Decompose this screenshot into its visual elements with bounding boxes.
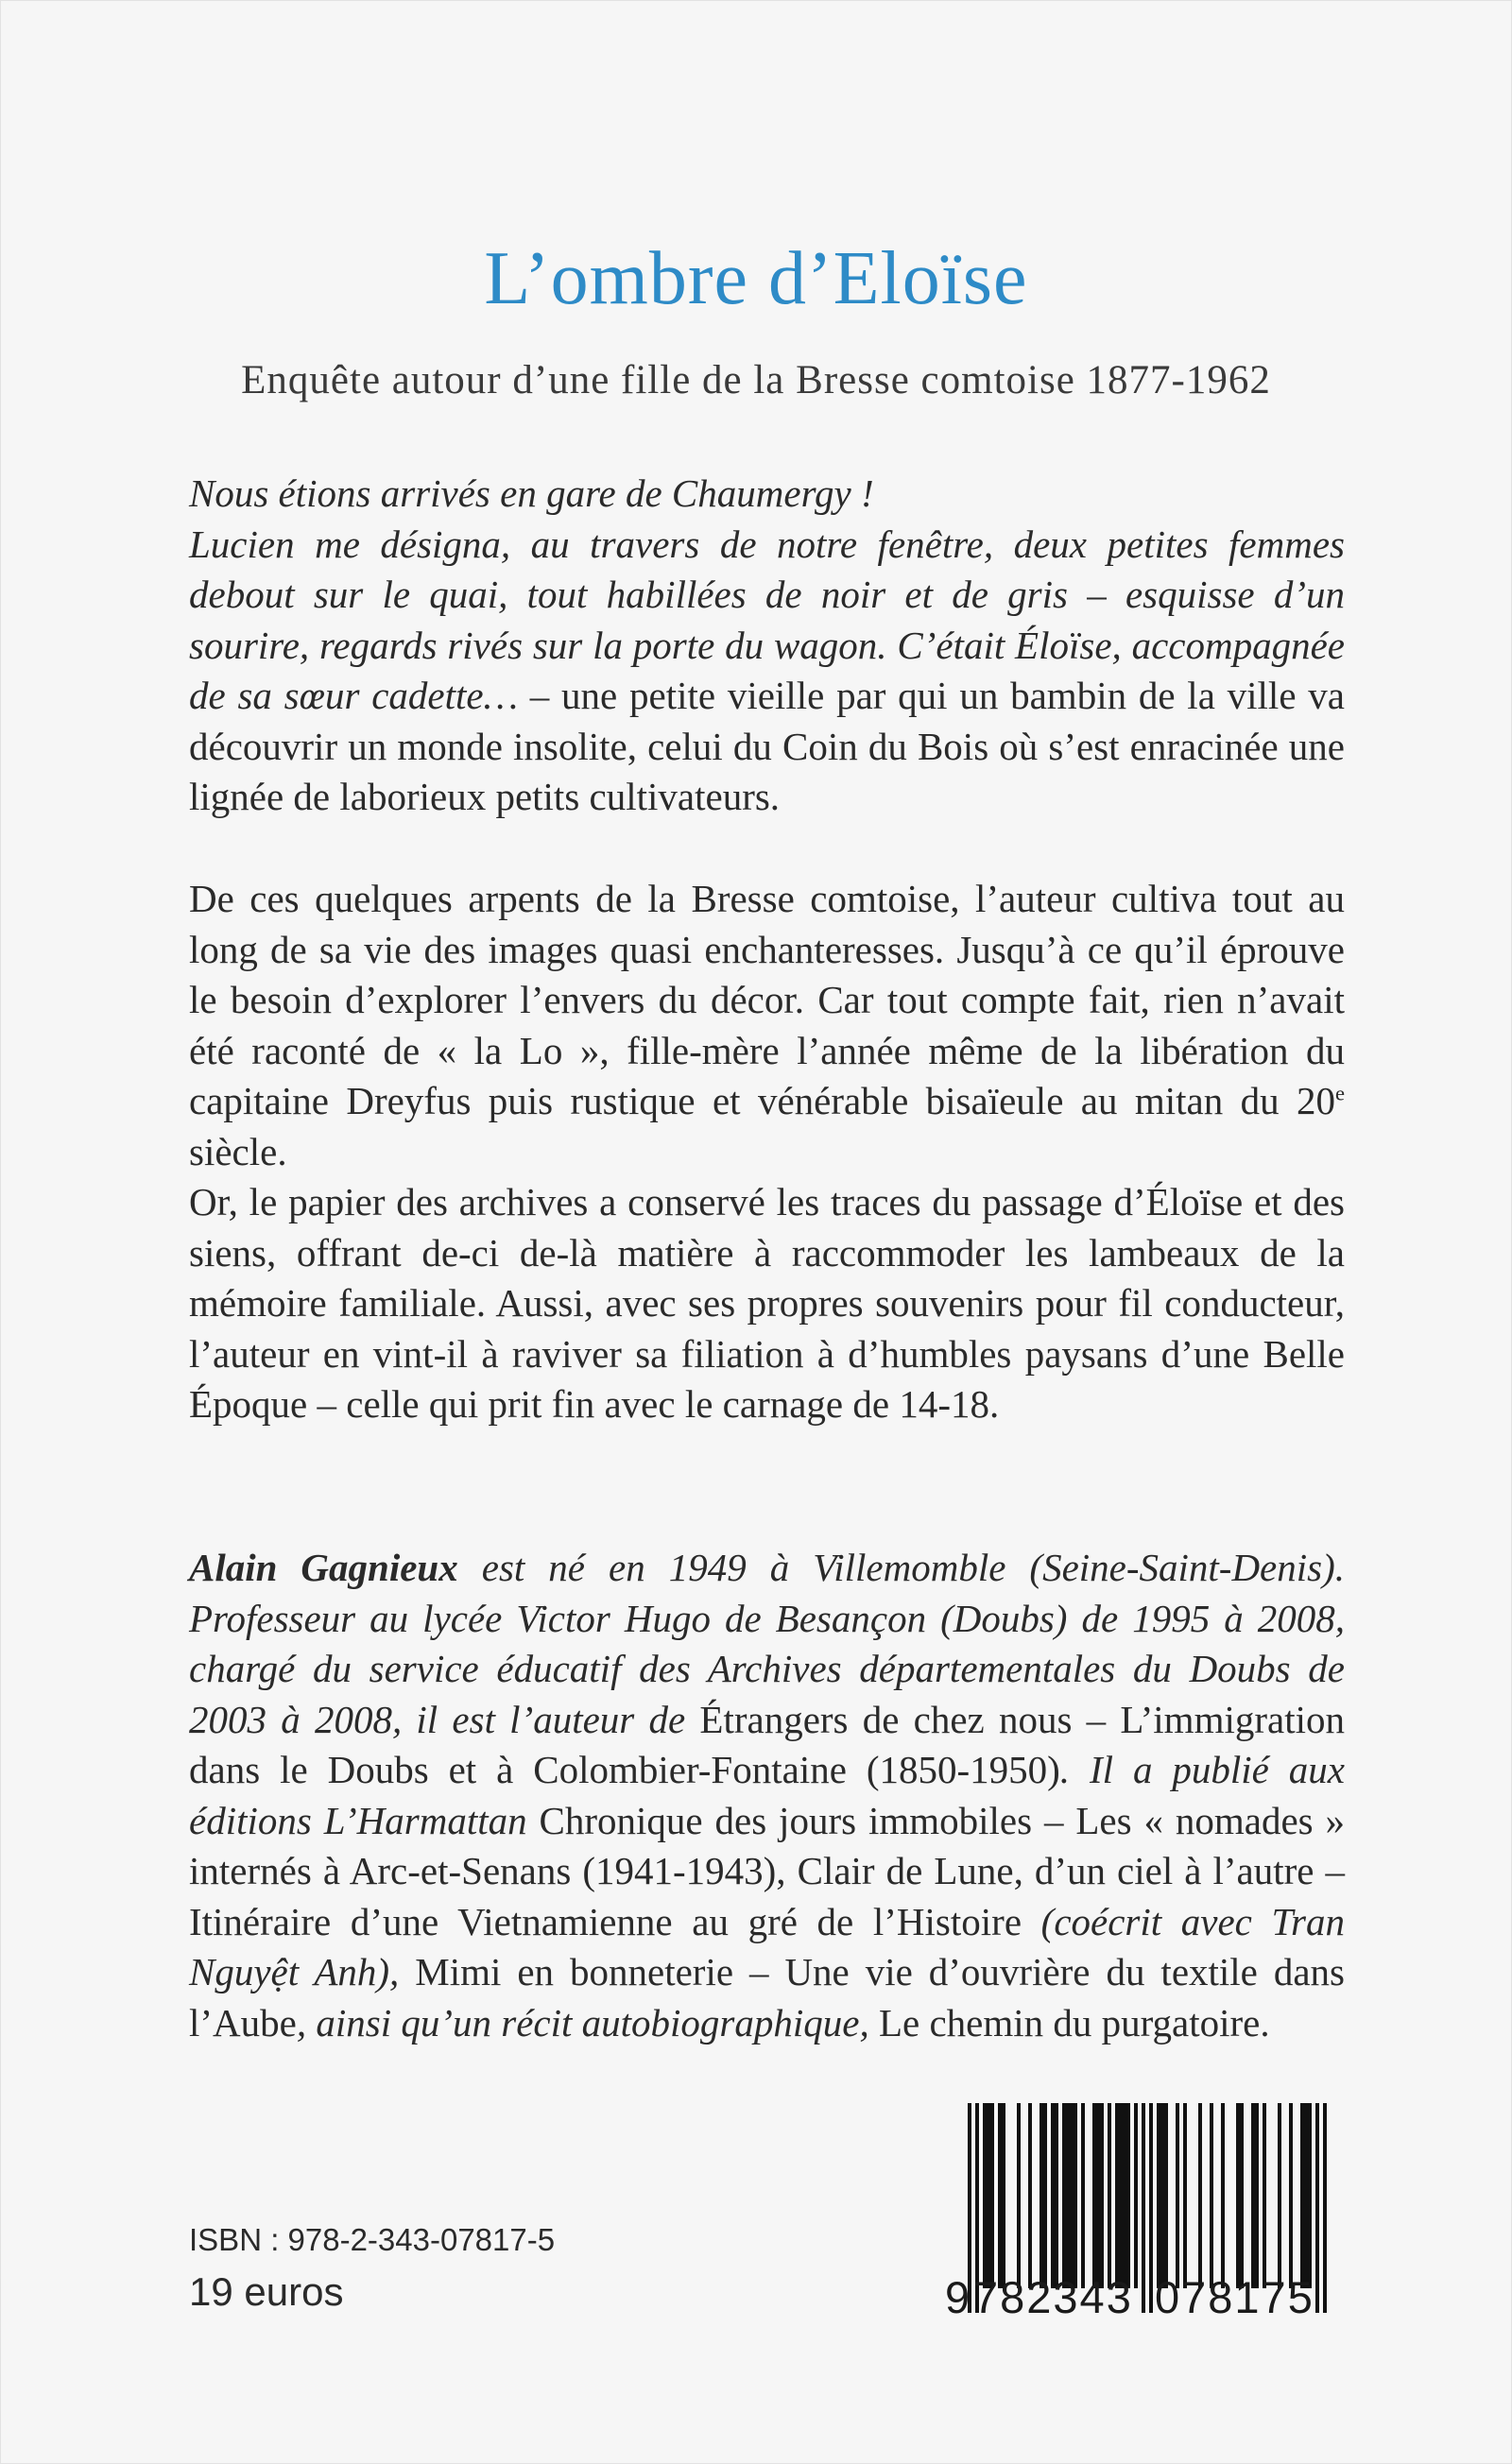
barcode-bar	[1304, 2103, 1308, 2288]
barcode-bar	[1040, 2103, 1043, 2288]
barcode-bar	[1315, 2103, 1319, 2313]
barcode-bar	[1278, 2103, 1281, 2288]
barcode-bar	[1108, 2103, 1111, 2288]
barcode-right-group: 078175	[1155, 2272, 1314, 2322]
summary-paragraph-2-text: Or, le papier des archives a conservé les traces du passage d’Éloïse et des siens, offrant de-ci de-là matière à raccommoder les lambeaux de la mémoire familiale. Aussi, avec ses propres souvenirs pour fil conducteur, l’auteur en vint-il à raviver sa filiation à d’humbles paysans d’une Belle Époque – celle qui prit fin avec le carnage de 14-18.	[189, 1180, 1345, 1426]
barcode-bar	[998, 2103, 1002, 2288]
book-title-2: Chronique des jours immobiles – Les « nomades » internés à Arc-et-Senans (1941-1943)	[189, 1798, 1345, 1892]
barcode-bar	[1017, 2103, 1021, 2288]
barcode-bar	[987, 2103, 990, 2288]
book-title-3: Clair de Lune, d’un ciel à l’autre – Itinéraire d’une Vietnamienne au gré de l’Histoire	[189, 1849, 1346, 1943]
barcode-bar	[1055, 2103, 1058, 2288]
barcode-bar	[1149, 2103, 1153, 2313]
barcode-bar	[1028, 2103, 1032, 2288]
bio-text-5: , ainsi qu’un récit autobiographique,	[296, 2000, 879, 2045]
barcode-bar	[1119, 2103, 1123, 2288]
summary-text: De ces quelques arpents de la Bresse comtoise, l’auteur cultiva tout au long de sa vie des images quasi enchanteresses. Jusqu’à ce qu’il éprouve le besoin d’explorer l’envers du décor. Car tout compte fait, rien n’avait été raconté de « la Lo », fille-mère l’année même de la libération du capitaine Dreyfus puis rustique et vénérable bisaïeule au mitan du 20	[189, 877, 1345, 1122]
author-bio	[189, 1543, 1345, 2048]
summary-paragraph-1	[189, 874, 1345, 1177]
isbn-number: ISBN : 978-2-343-07817-5	[189, 2222, 556, 2257]
barcode-bar	[1074, 2103, 1077, 2288]
barcode-bar	[1157, 2103, 1160, 2288]
barcode-bar	[1043, 2103, 1047, 2288]
barcode-bar	[990, 2103, 994, 2288]
barcode-bar	[1240, 2103, 1244, 2288]
summary-text-end: siècle.	[189, 1129, 287, 1173]
intro-italic-text: Lucien me désigna, au travers de notre fenêtre, deux petites femmes debout sur le quai, tout habillées de noir et de gris – esquisse d’un sourire, regards rivés sur la porte du wagon. C’était Éloïse, accompagnée de sa sœur cadette…	[189, 522, 1345, 717]
century-superscript: e	[1334, 1081, 1345, 1105]
barcode-bar	[1164, 2103, 1168, 2288]
barcode-bar	[1255, 2103, 1259, 2288]
barcode	[945, 2103, 1342, 2324]
barcode-bar	[1236, 2103, 1240, 2288]
barcode-bar	[1081, 2103, 1085, 2288]
barcode-bar	[1002, 2103, 1005, 2288]
book-title-4: Mimi en bonneterie – Une vie d’ouvrière du textile dans l’Aube	[189, 1950, 1345, 2045]
barcode-bar	[1289, 2103, 1293, 2288]
bio-text-3: ,	[776, 1849, 798, 1892]
barcode-bar	[1210, 2103, 1213, 2288]
barcode-bar	[1070, 2103, 1074, 2288]
barcode-bar	[1160, 2103, 1164, 2288]
barcode-bar	[1300, 2103, 1304, 2288]
price: 19 euros	[189, 2269, 344, 2314]
author-name: Alain Gagnieux	[189, 1546, 458, 1589]
bio-text-6: .	[1260, 2000, 1270, 2045]
barcode-bar	[1198, 2103, 1202, 2288]
barcode-bar	[1134, 2103, 1138, 2288]
bio-text-4: (coécrit avec Tran Nguyệt Anh),	[189, 1899, 1346, 1993]
barcode-bar	[1100, 2103, 1104, 2288]
book-title-1: Étrangers de chez nous – L’immigration dans le Doubs et à Colombier-Fontaine (1850-1950)	[189, 1697, 1345, 1791]
barcode-bar	[983, 2103, 987, 2288]
barcode-bar	[1221, 2103, 1225, 2288]
barcode-bar	[1066, 2103, 1070, 2288]
bio-text-2: . Il a publié aux éditions L’Harmattan	[189, 1748, 1345, 1842]
bio-text-1: est né en 1949 à Villemomble (Seine-Saint-Denis). Professeur au lycée Victor Hugo de Besançon (Doubs) de 1995 à 2008, chargé du service éducatif des Archives départementales du Doubs de 2003 à 2008, il est l’auteur de	[189, 1546, 1345, 1741]
barcode-bar	[1142, 2103, 1145, 2313]
intro-roman-text: – une petite vieille par qui un bambin de la ville va découvrir un monde insolite, celui du Coin du Bois où s’est enracinée une lignée de laborieux petits cultivateurs.	[189, 674, 1345, 818]
barcode-bar	[1308, 2103, 1312, 2288]
book-title-5: Le chemin du purgatoire	[878, 2000, 1261, 2045]
barcode-bar	[1096, 2103, 1100, 2288]
barcode-bar	[1092, 2103, 1096, 2288]
barcode-bar	[1051, 2103, 1055, 2288]
barcode-bar	[1183, 2103, 1187, 2288]
intro-first-line: Nous étions arrivés en gare de Chaumergy !	[189, 471, 874, 515]
barcode-bar	[1176, 2103, 1179, 2288]
barcode-bar	[1251, 2103, 1255, 2288]
barcode-bar	[1126, 2103, 1130, 2288]
barcode-bar	[1115, 2103, 1119, 2288]
summary-paragraph-2	[189, 1177, 1345, 1430]
barcode-bar	[1323, 2103, 1327, 2313]
book-title: L’ombre d’Eloïse	[484, 237, 1028, 320]
barcode-bar	[1263, 2103, 1266, 2288]
intro-excerpt	[189, 469, 1345, 823]
barcode-bar	[1123, 2103, 1126, 2288]
barcode-first-digit: 9	[945, 2272, 972, 2322]
barcode-left-group: 782343	[973, 2272, 1133, 2322]
book-subtitle: Enquête autour d’une fille de la Bresse comtoise 1877-1962	[241, 358, 1271, 402]
barcode-bar	[1062, 2103, 1066, 2288]
